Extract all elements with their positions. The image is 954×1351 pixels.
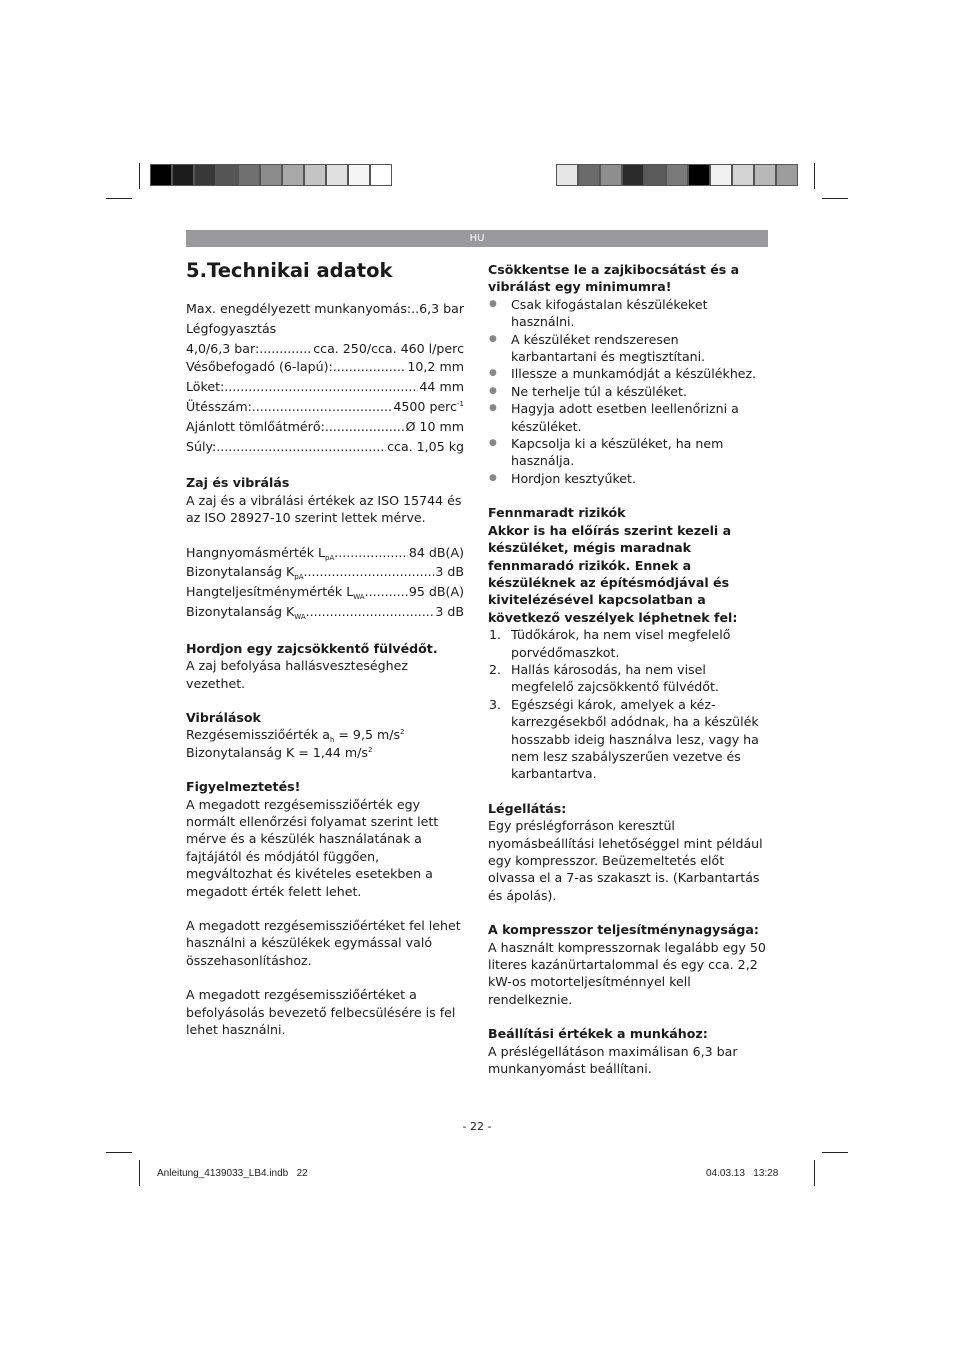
spec-row (186, 358, 464, 375)
list-item: ● A készüléket rendszeresen karbantartani és megtisztítani. (488, 331, 768, 366)
vibration-uncertainty: Bizonytalanság K = 1,44 $m/s^2$ (186, 744, 373, 760)
crop-mark (139, 163, 140, 189)
color-strip-right (556, 164, 798, 188)
noise-row (186, 603, 464, 620)
settings-heading: Beállítási értékek a munkához: (488, 1026, 708, 1042)
crop-mark (814, 163, 815, 189)
spec-label: Löket: (186, 379, 225, 395)
noise-label: Bizonytalanság $K_{WA}$ (186, 603, 306, 621)
noise-label: Bizonytalanság $K_{pA}$ (186, 564, 304, 582)
reduce-heading: Csökkentse le a zajkibocsátást és a vibrálást egy minimumra! (488, 262, 740, 295)
spec-label: Vésőbefogadó (6-lapú): (186, 359, 333, 375)
residual-risk-heading: Fennmaradt rizikók (488, 505, 626, 521)
color-swatch (216, 164, 238, 186)
vibration-heading: Vibrálások (186, 710, 261, 725)
spec-label: Súly: (186, 438, 217, 454)
warning-paragraph: A megadott rezgésemissziőértéket a befolyásolás bevezető felbecsülésére is fel lehet használni. (186, 987, 456, 1038)
footer-file-info: Anleitung_4139033_LB4.indb 22 (157, 1168, 308, 1179)
color-swatch (556, 164, 578, 186)
noise-value: 84 dB(A) (408, 544, 464, 560)
list-item: ● Illessze a munkamódját a készülékhez. (488, 365, 768, 382)
settings-text: A préslégellátáson maximálisan 6,3 bar munkanyomást beállítani. (488, 1043, 738, 1077)
spec-row (186, 378, 464, 395)
spec-value: cca. 250/cca. 460 l/perc (313, 340, 464, 356)
list-item: 3. Egészségi károk, amelyek a kéz-karrezgésekből adódnak, ha a készülék hosszabb ideig használva lesz, vagy ha nem lesz szabályszerűen vezetve és karbantartva. (489, 696, 759, 782)
color-strip-left (150, 164, 392, 188)
color-swatch (578, 164, 600, 186)
footer-timestamp: 04.03.13 13:28 (706, 1168, 779, 1179)
color-swatch (194, 164, 216, 186)
color-swatch (688, 164, 710, 186)
crop-mark (822, 1152, 848, 1153)
color-swatch (282, 164, 304, 186)
crop-mark (106, 1152, 132, 1153)
residual-risk-intro: Akkor is ha előírás szerint kezeli a készüléket, mégis maradnak fennmaradó rizikók. Ennek a készüléknek az építésmódjával és kivitelézésével kapcsolatban a következő veszélyek léphetnek fel: (488, 522, 738, 625)
crop-mark (106, 198, 132, 199)
color-swatch (348, 164, 370, 186)
color-swatch (304, 164, 326, 186)
spec-row (186, 398, 464, 415)
noise-row (186, 544, 464, 561)
right-column (488, 261, 768, 1077)
risk-list (488, 626, 768, 783)
noise-label: Hangteljesítménymérték $L_{WA}$ (186, 584, 365, 602)
color-swatch (644, 164, 666, 186)
noise-text: A zaj és a vibrálási értékek az ISO 15744 és az ISO 28927-10 szerint lettek mérve. (186, 492, 462, 526)
list-item: ● Kapcsolja ki a készüléket, ha nem használja. (488, 435, 768, 470)
color-swatch (710, 164, 732, 186)
reduce-list (488, 296, 768, 487)
noise-row (186, 563, 464, 580)
ear-protection-heading: Hordjon egy zajcsökkentő fülvédőt. (186, 640, 438, 656)
spec-label: 4,0/6,3 bar: (186, 340, 260, 356)
page-number: - 22 - (462, 1120, 492, 1133)
spec-row (186, 418, 464, 435)
spec-row (186, 438, 464, 455)
spec-value: 4500 perc$^{-1}$ (393, 398, 464, 414)
section-title: 5.Technikai adatok (186, 259, 393, 282)
noise-row (186, 583, 464, 600)
spec-value: cca. 1,05 kg (387, 438, 464, 454)
list-item: ● Hordjon kesztyűket. (488, 470, 768, 487)
language-code: HU (469, 233, 485, 244)
list-item: ● Hagyja adott esetben leellenőrizni a készüléket. (488, 400, 768, 435)
warning-paragraph: A megadott rezgésemissziőértéket fel lehet használni a készülékek egymással való összehasonlításhoz. (186, 918, 461, 968)
color-swatch (600, 164, 622, 186)
list-item: 2. Hallás károsodás, ha nem visel megfelelő zajcsökkentő fülvédőt. (489, 661, 719, 695)
list-item: 1. Tüdőkárok, ha nem visel megfelelő porvédőmaszkot. (489, 627, 731, 660)
compressor-text: A használt kompresszornak legalább egy 50 literes kazánürtartalommal és egy cca. 2,2 kW-os motorteljesítménnyel kell rendelkeznie. (488, 939, 766, 1007)
spec-row (186, 340, 464, 357)
left-column (186, 258, 464, 1039)
color-swatch (260, 164, 282, 186)
crop-mark (814, 1160, 815, 1186)
language-tab-bar (186, 230, 768, 247)
air-supply-text: Egy préslégforráson keresztül nyomásbeállítási lehetőséggel mint például egy kompresszor. Beüzemeltetés előt olvassa el a 7-as szakaszt is. (Karbantartás és ápolás). (488, 818, 763, 903)
color-swatch (732, 164, 754, 186)
noise-label: Hangnyomásmérték $L_{pA}$ (186, 544, 335, 562)
noise-value: 95 dB(A) (408, 584, 464, 600)
warning-heading: Figyelmeztetés! (186, 779, 301, 795)
list-item: ● Csak kifogástalan készülékeket használni. (488, 296, 768, 331)
color-swatch (238, 164, 260, 186)
spec-list (186, 300, 464, 455)
spec-row (186, 300, 464, 317)
color-swatch (172, 164, 194, 186)
color-swatch (326, 164, 348, 186)
color-swatch (754, 164, 776, 186)
vibration-value: Rezgésemissziőérték $a_h = 9,5$ $m/s^2$ (186, 727, 405, 745)
air-supply-heading: Légellátás: (488, 800, 567, 816)
spec-value: 6,3 bar (419, 301, 464, 316)
noise-value: 3 dB (435, 603, 464, 619)
noise-heading: Zaj és vibrálás (186, 475, 290, 491)
compressor-heading: A kompresszor teljesítménynagysága: (488, 922, 759, 938)
spec-value: 10,2 mm (407, 359, 464, 375)
warning-paragraph: A megadott rezgésemissziőérték egy normált ellenőrzési folyamat szerint lett mérve és a készülék használatának a fajtájától és módjától függően, megváltozhat és kivételes esetekben a megadott érték felett lehet. (186, 796, 439, 899)
spec-label: Ajánlott tömlőátmérő: (186, 418, 325, 434)
color-swatch (776, 164, 798, 186)
spec-row (186, 320, 464, 337)
spec-label: Max. enegdélyezett munkanyomás: (186, 301, 412, 316)
spec-value: Ø 10 mm (405, 418, 464, 434)
spec-value: 44 mm (419, 379, 464, 395)
color-swatch (666, 164, 688, 186)
list-item: ● Ne terhelje túl a készüléket. (488, 383, 768, 400)
ear-protection-text: A zaj befolyása hallásveszteséghez vezethet. (186, 658, 408, 691)
noise-value: 3 dB (435, 564, 464, 580)
color-swatch (370, 164, 392, 186)
spec-label: Légfogyasztás (186, 320, 277, 336)
color-swatch (622, 164, 644, 186)
crop-mark (139, 1160, 140, 1186)
spec-label: Ütésszám: (186, 398, 252, 414)
noise-value-list (186, 544, 464, 621)
crop-mark (822, 198, 848, 199)
color-swatch (150, 164, 172, 186)
